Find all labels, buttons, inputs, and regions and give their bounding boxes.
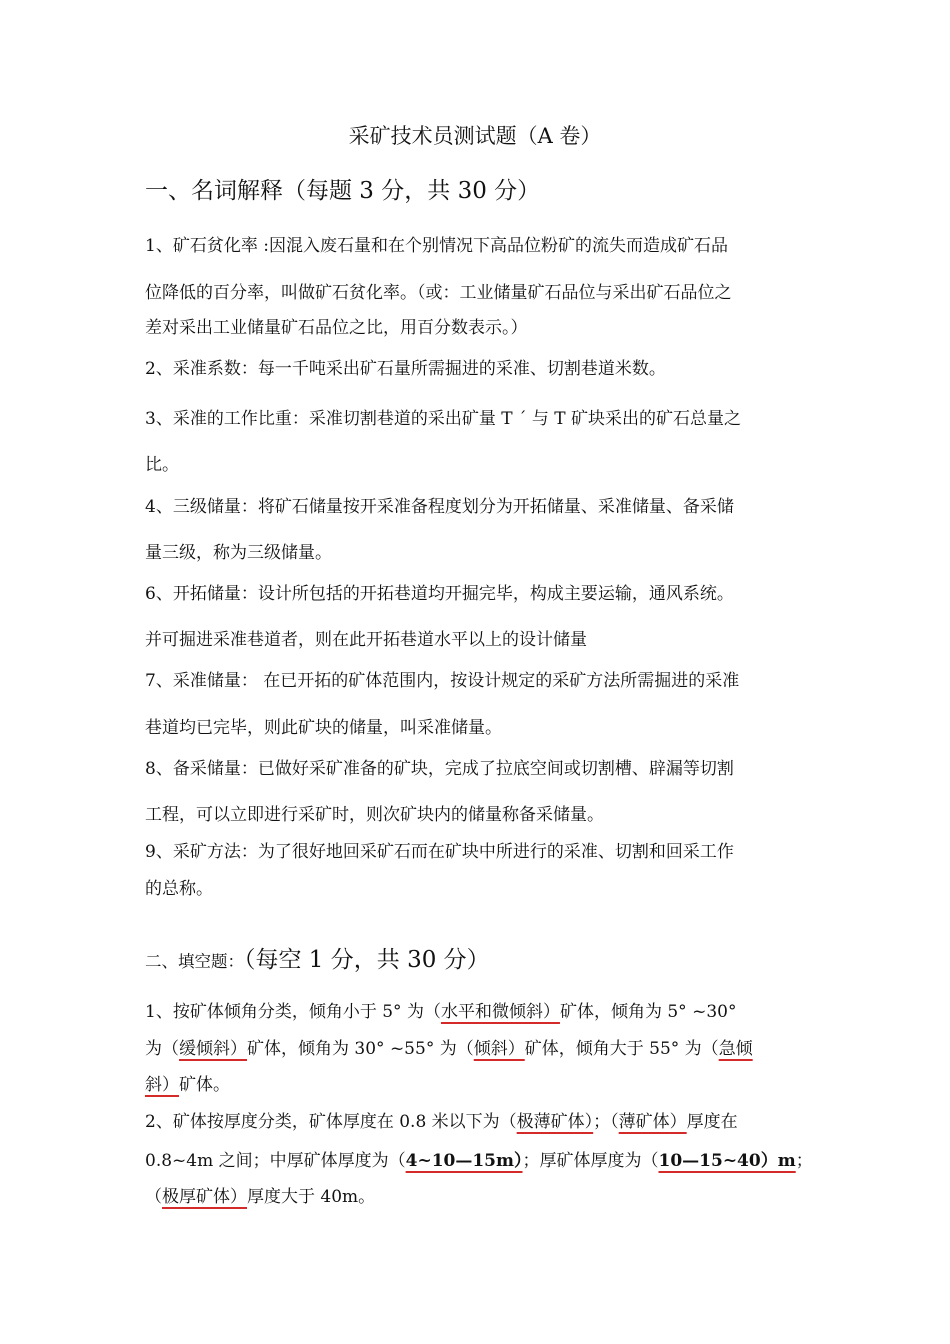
answer-blank: 极厚矿体） [162, 1187, 247, 1207]
fill-1-text: 矿体，倾角大于 55° 为（ [524, 1039, 719, 1059]
section-heading-fill-blanks-score: （每空 1 分，共 30 分） [244, 947, 490, 973]
definition-4-line-2: 量三级，称为三级储量。 [145, 543, 332, 563]
definition-9-line-2: 的总称。 [145, 879, 213, 899]
fill-2-text: 2、矿体按厚度分类，矿体厚度在 0.8 米以下为（ [145, 1112, 517, 1132]
page-title: 采矿技术员测试题（A 卷） [348, 124, 602, 148]
fill-2-text: 厚度大于 40m。 [247, 1187, 376, 1207]
definition-8-line-2: 工程，可以立即进行采矿时，则次矿块内的储量称备采储量。 [145, 805, 604, 825]
fill-1-text: 1、按矿体倾角分类，倾角小于 5° 为（ [145, 1002, 441, 1022]
answer-blank: 薄矿体） [618, 1112, 687, 1132]
answer-blank: 缓倾斜） [179, 1039, 247, 1059]
fill-2-text: ；厚矿体厚度为（ [522, 1151, 659, 1171]
definition-3-line-2: 比。 [145, 455, 179, 475]
fill-2-text: 厚度在 [686, 1112, 738, 1132]
definition-3-line-1: 3、采准的工作比重：采准切割巷道的采出矿量 T ˊ 与 T 矿块采出的矿石总量之 [145, 409, 742, 429]
fill-1-line-1 [145, 1000, 736, 1024]
definition-2-line-1: 2、采准系数：每一千吨采出矿石量所需掘进的采准、切割巷道米数。 [145, 359, 666, 379]
fill-2-line-3 [145, 1185, 375, 1209]
definition-6-line-2: 并可掘进采准巷道者，则在此开拓巷道水平以上的设计储量 [145, 630, 587, 650]
answer-blank: 4~10—15m） [405, 1151, 523, 1171]
fill-2-text: （ [145, 1187, 162, 1207]
definition-1-line-1: 1、矿石贫化率 :因混入废石量和在个别情况下高品位粉矿的流失而造成矿石品 [145, 236, 728, 256]
fill-1-text: 为（ [145, 1039, 179, 1059]
fill-1-text: 矿体。 [179, 1075, 230, 1095]
fill-2-line-1 [145, 1110, 738, 1134]
fill-2-line-2 [145, 1149, 813, 1173]
answer-blank: 急倾 [718, 1039, 753, 1059]
definition-6-line-1: 6、开拓储量：设计所包括的开拓巷道均开掘完毕，构成主要运输，通风系统。 [145, 584, 734, 604]
answer-blank: 10—15~40）m [658, 1151, 796, 1171]
definition-7-line-1: 7、采准储量： 在已开拓的矿体范围内，按设计规定的采矿方法所需掘进的采准 [145, 671, 740, 691]
definition-4-line-1: 4、三级储量：将矿石储量按开采准备程度划分为开拓储量、采准储量、备采储 [145, 497, 734, 517]
section-heading-fill-blanks [145, 941, 490, 974]
fill-2-text: ；（ [593, 1112, 619, 1132]
section-heading-fill-blanks-label: 二、填空题： [145, 952, 244, 971]
definition-7-line-2: 巷道均已完毕，则此矿块的储量，叫采准储量。 [145, 718, 502, 738]
answer-blank: 水平和微倾斜） [440, 1002, 560, 1022]
definition-9-line-1: 9、采矿方法：为了很好地回采矿石而在矿块中所进行的采准、切割和回采工作 [145, 842, 734, 862]
fill-1-text: 矿体，倾角为 30° ~55° 为（ [247, 1039, 474, 1059]
fill-2-text: 0.8~4m 之间；中厚矿体厚度为（ [145, 1151, 406, 1171]
fill-1-line-3 [145, 1073, 230, 1097]
answer-blank: 倾斜） [473, 1039, 525, 1059]
definition-1-line-2: 位降低的百分率，叫做矿石贫化率。（或：工业储量矿石品位与采出矿石品位之 [145, 283, 732, 303]
fill-2-text: ； [795, 1151, 813, 1171]
fill-1-text: 矿体，倾角为 5° ~30° [559, 1002, 737, 1022]
definition-8-line-1: 8、备采储量：已做好采矿准备的矿块，完成了拉底空间或切割槽、辟漏等切割 [145, 759, 734, 779]
answer-blank: 极薄矿体） [516, 1112, 594, 1132]
fill-1-line-2 [145, 1037, 753, 1061]
section-heading-definitions: 一、名词解释（每题 3 分，共 30 分） [145, 178, 541, 204]
definition-1-line-3: 差对采出工业储量矿石品位之比，用百分数表示。） [145, 318, 528, 338]
answer-blank: 斜） [145, 1075, 179, 1095]
